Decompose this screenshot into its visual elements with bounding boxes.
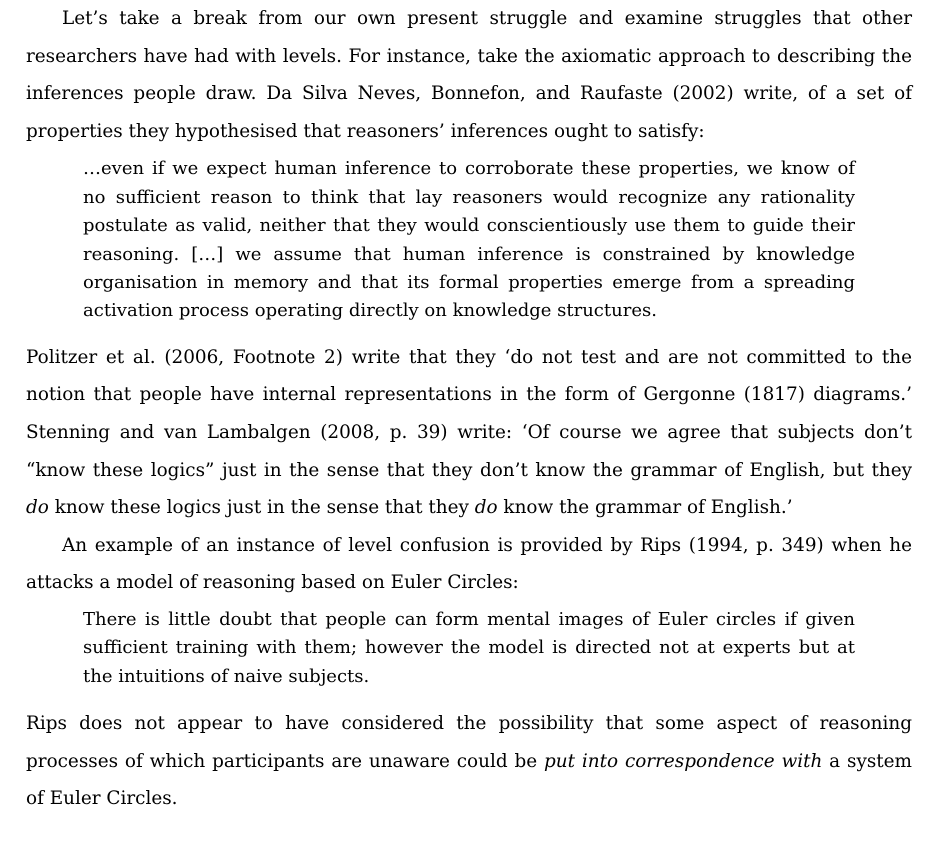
paragraph-rips-intro: An example of an instance of level confusion is provided by Rips (1994, p. 349) when he attacks a model of reasoning based on Euler Circles: [26, 534, 912, 594]
block-quote-da-silva-neves: …even if we expect human inference to corroborate these properties, we know of no sufficient reason to think that lay reasoners would recognize any rationality postulate as valid, neither that they would conscientiously use them to guide their reasoning. […] we assume that human inference is constrained by knowledge organisation in memory and that its formal properties emerge from a spreading activation process operating directly on knowledge structures. [83, 158, 855, 322]
emphasis-correspondence: put into correspondence with [544, 750, 823, 772]
paragraph-rips-text-b: a system of Euler Circles. [26, 750, 912, 810]
paragraph-politzer-text-b: know these logics just in the sense that they [48, 497, 475, 519]
paragraph-rips-conclusion [26, 705, 912, 818]
paragraph-politzer-text-a: Politzer et al. (2006, Footnote 2) write that they ‘do not test and are not committed to the notion that people have internal representations in the form of Gergonne (1817) diagrams.’ Stenning and van Lambalgen (2008, p. 39) write: ‘Of course we agree that subjects don’t “know these logics” just in the sense that they don’t know the grammar of English, but they [26, 346, 912, 481]
emphasis-do-1: do [26, 497, 49, 519]
paragraph-politzer-stenning [26, 339, 912, 527]
paragraph-rips-text-a: Rips does not appear to have considered the possibility that some aspect of reasoning processes of which participants are unaware could be [26, 713, 912, 772]
paragraph-intro: Let’s take a break from our own present struggle and examine struggles that other researchers have had with levels. For instance, take the axiomatic approach to describing the inferences people draw. Da Silva Neves, Bonnefon, and Raufaste (2002) write, of a set of properties they hypothesised that reasoners’ inferences ought to satisfy: [26, 8, 912, 142]
document-page [26, 0, 912, 818]
paragraph-politzer-text-c: know the grammar of English.’ [497, 497, 793, 519]
emphasis-do-2: do [474, 497, 498, 519]
block-quote-rips: There is little doubt that people can form mental images of Euler circles if given sufficient training with them; however the model is directed not at experts but at the intuitions of naive subjects. [83, 608, 855, 687]
